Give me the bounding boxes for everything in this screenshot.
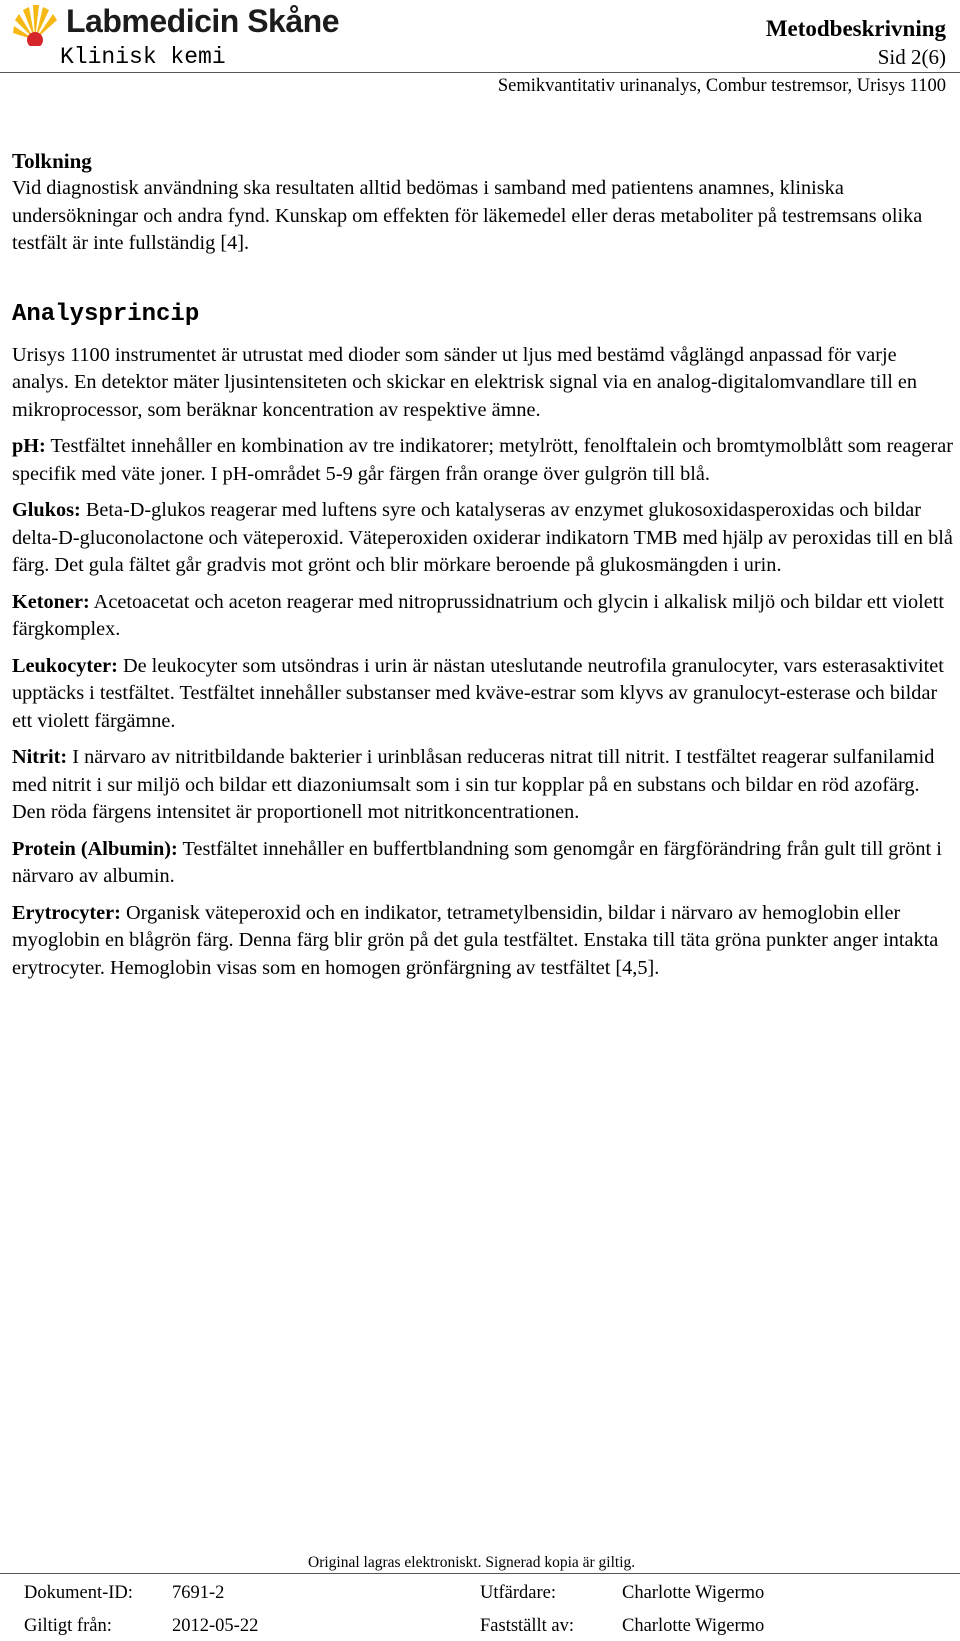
page-number: Sid 2(6) — [877, 45, 946, 69]
analyte-paragraph-ketoner — [12, 589, 958, 644]
document-type: Metodbeskrivning — [765, 16, 946, 41]
tolkning-text: Vid diagnostisk användning ska resultaten alltid bedömas i samband med patientens anamnes, kliniska undersökningar och andra fynd. Kunskap om effekten för läkemedel eller deras metaboliter på testremsans olika testfält är inte fullständig [4]. — [12, 177, 923, 254]
document-header — [0, 0, 960, 96]
analysprincip-heading: Analysprincip — [12, 300, 200, 328]
analyte-term: Leukocyter: — [12, 654, 118, 677]
analyte-term: pH: — [12, 435, 46, 457]
analyte-text: Testfältet innehåller en kombination av tre indikatorer; metylrött, fenolftalein och bromtymolblått som reagerar specifik med väte joner. I pH-området 5-9 går färgen från orange över gulgrön till blå. — [12, 435, 954, 485]
analyte-paragraph-leukocyter — [12, 653, 958, 736]
labmedicin-logo — [10, 2, 360, 46]
footer-divider — [0, 1573, 960, 1574]
tolkning-heading: Tolkning — [12, 149, 92, 173]
logo-text: Labmedicin Skåne — [66, 3, 339, 39]
analyte-paragraph-glukos — [12, 497, 958, 580]
analyte-text: De leukocyter som utsöndras i urin är nästan uteslutande neutrofila granulocyter, vars esterasaktivitet upptäcks i testfältet. Testfältet innehåller substanser med kväve-estrar som klyvs av granulocyt-esterase och bildar ett violett färgämne. — [12, 654, 944, 732]
analyte-term: Glukos: — [12, 499, 81, 521]
analyte-paragraph-erytrocyter — [12, 900, 958, 983]
analyte-paragraph-nitrit — [12, 744, 958, 827]
approved-by-value: Charlotte Wigermo — [622, 1616, 765, 1636]
document-subtitle: Semikvantitativ urinanalys, Combur testremsor, Urisys 1100 — [497, 76, 946, 96]
analyte-text: Organisk väteperoxid och en indikator, tetrametylbensidin, bildar i närvaro av hemoglobin eller myoglobin en blågrön färg. Denna färg blir grön på det gula testfältet. Enstaka till täta gröna punkter anger intakta erytrocyter. Hemoglobin visas som en homogen grönfärgning av testfältet [4,5]. — [12, 901, 939, 979]
valid-from-value: 2012-05-22 — [172, 1616, 259, 1636]
document-body — [12, 148, 958, 991]
valid-from-label: Giltigt från: — [24, 1616, 112, 1636]
analyte-text: Acetoacetat och aceton reagerar med nitroprussidnatrium och glycin i alkalisk miljö och bildar ett violett färgkomplex. — [12, 590, 945, 640]
analyte-text: Testfältet innehåller en buffertblandning som genomgår en färgförändring från gult till grönt i närvaro av albumin. — [12, 837, 942, 887]
analyte-text: I närvaro av nitritbildande bakterier i urinblåsan reduceras nitrat till nitrit. I testfältet reagerar sulfanilamid med nitrit i sur miljö och bildar ett diazoniumsalt som i sin tur kopplar på en substans och bildar en röd azofärg. Den röda färgens intensitet är proportionell mot nitritkoncentrationen. — [12, 746, 935, 823]
header-divider — [0, 72, 960, 73]
analyte-term: Protein (Albumin): — [12, 837, 178, 860]
doc-id-label: Dokument-ID: — [24, 1583, 133, 1603]
analyte-term: Nitrit: — [12, 746, 68, 768]
analyte-paragraph-protein — [12, 836, 958, 891]
sun-icon — [10, 2, 60, 46]
issuer-value: Charlotte Wigermo — [622, 1583, 765, 1603]
department-name: Klinisk kemi — [60, 44, 226, 70]
analyte-term: Ketoner: — [12, 590, 90, 613]
analysprincip-intro: Urisys 1100 instrumentet är utrustat med dioder som sänder ut ljus med bestämd våglängd anpassad för varje analys. En detektor mäter ljusintensiteten och skickar en elektrisk signal via en analog-digitalomvandlare till en mikroprocessor, som beräknar koncentration av respektive ämne. — [12, 343, 918, 421]
analyte-text: Beta-D-glukos reagerar med luftens syre och katalyseras av enzymet glukosoxidasperoxidas och bildar delta-D-gluconolactone och väteperoxid. Väteperoxiden oxiderar indikatorn TMB med hjälp av peroxidas till en blå färg. Det gula fältet går gradvis mot grönt och blir mörkare beroende på glukosmängden i urin. — [12, 499, 953, 576]
approved-by-label: Fastställt av: — [480, 1616, 575, 1636]
doc-id-value: 7691-2 — [172, 1583, 225, 1603]
footer-note: Original lagras elektroniskt. Signerad kopia är giltig. — [308, 1554, 636, 1571]
issuer-label: Utfärdare: — [480, 1583, 557, 1603]
analyte-term: Erytrocyter: — [12, 901, 121, 924]
analyte-paragraph-ph — [12, 433, 958, 488]
